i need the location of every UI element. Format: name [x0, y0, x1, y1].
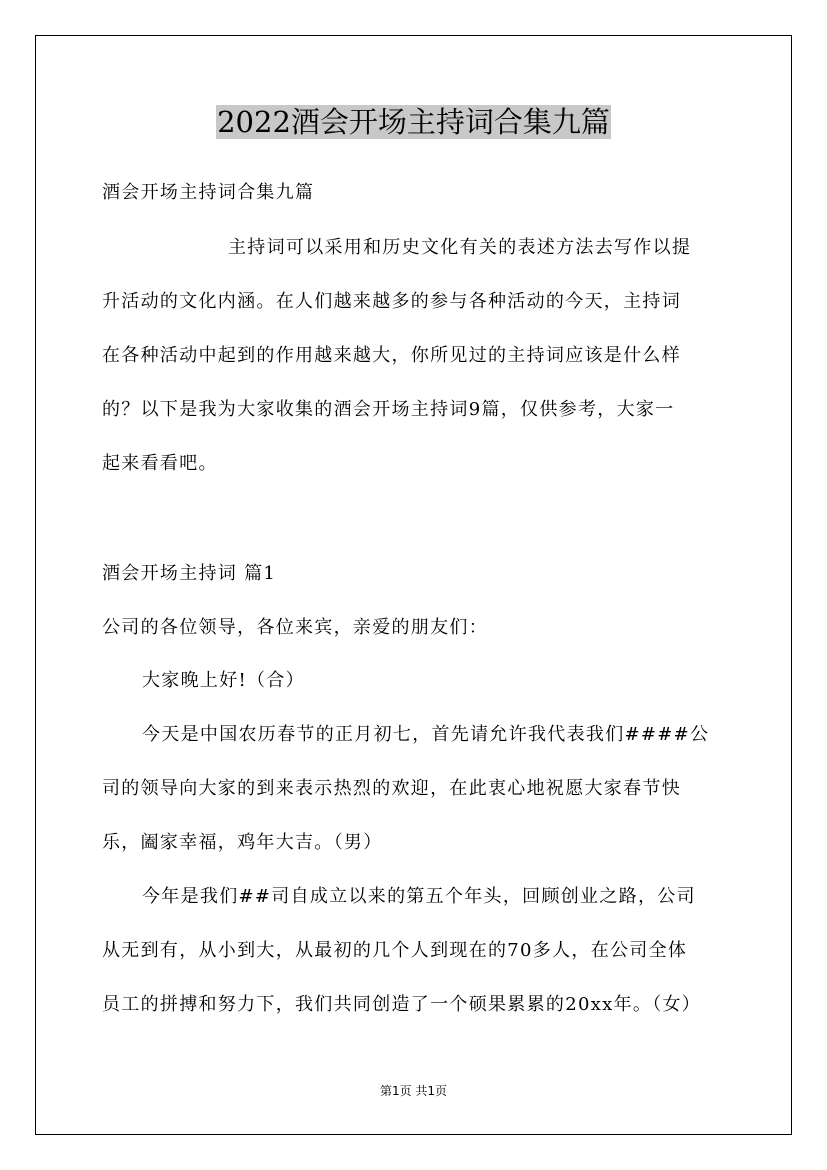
- body-line-3: 今天是中国农历春节的正月初七，首先请允许我代表我们####公: [142, 724, 710, 745]
- page-footer: 第1页 共1页: [379, 1084, 448, 1098]
- body-line-6: 今年是我们##司自成立以来的第五个年头，回顾创业之路，公司: [142, 886, 696, 907]
- body-line-1: 公司的各位领导，各位来宾，亲爱的朋友们：: [102, 617, 488, 638]
- intro-line-2: 升活动的文化内涵。在人们越来越多的参与各种活动的今天，主持词: [102, 291, 681, 312]
- document-title-text: 2022酒会开场主持词合集九篇: [217, 105, 610, 139]
- document-subtitle: 酒会开场主持词合集九篇: [102, 182, 315, 203]
- intro-line-1: 主持词可以采用和历史文化有关的表述方法去写作以提: [228, 237, 692, 258]
- intro-line-5: 起来看看吧。: [102, 453, 218, 474]
- intro-line-4: 的？以下是我为大家收集的酒会开场主持词9篇，仅供参考，大家一: [102, 399, 675, 420]
- body-line-5: 乐，阖家幸福，鸡年大吉。（男）: [102, 832, 383, 853]
- document-title: [0, 100, 827, 144]
- body-line-2: 大家晚上好!（合）: [142, 670, 305, 691]
- intro-line-3: 在各种活动中起到的作用越来越大，你所见过的主持词应该是什么样: [102, 345, 681, 366]
- body-line-8: 员工的拼搏和努力下，我们共同创造了一个硕果累累的20xx年。（女）: [102, 994, 702, 1015]
- body-line-7: 从无到有，从小到大，从最初的几个人到现在的70多人，在公司全体: [102, 940, 688, 961]
- section-heading: 酒会开场主持词 篇1: [102, 563, 277, 584]
- body-line-4: 司的领导向大家的到来表示热烈的欢迎，在此衷心地祝愿大家春节快: [102, 778, 681, 799]
